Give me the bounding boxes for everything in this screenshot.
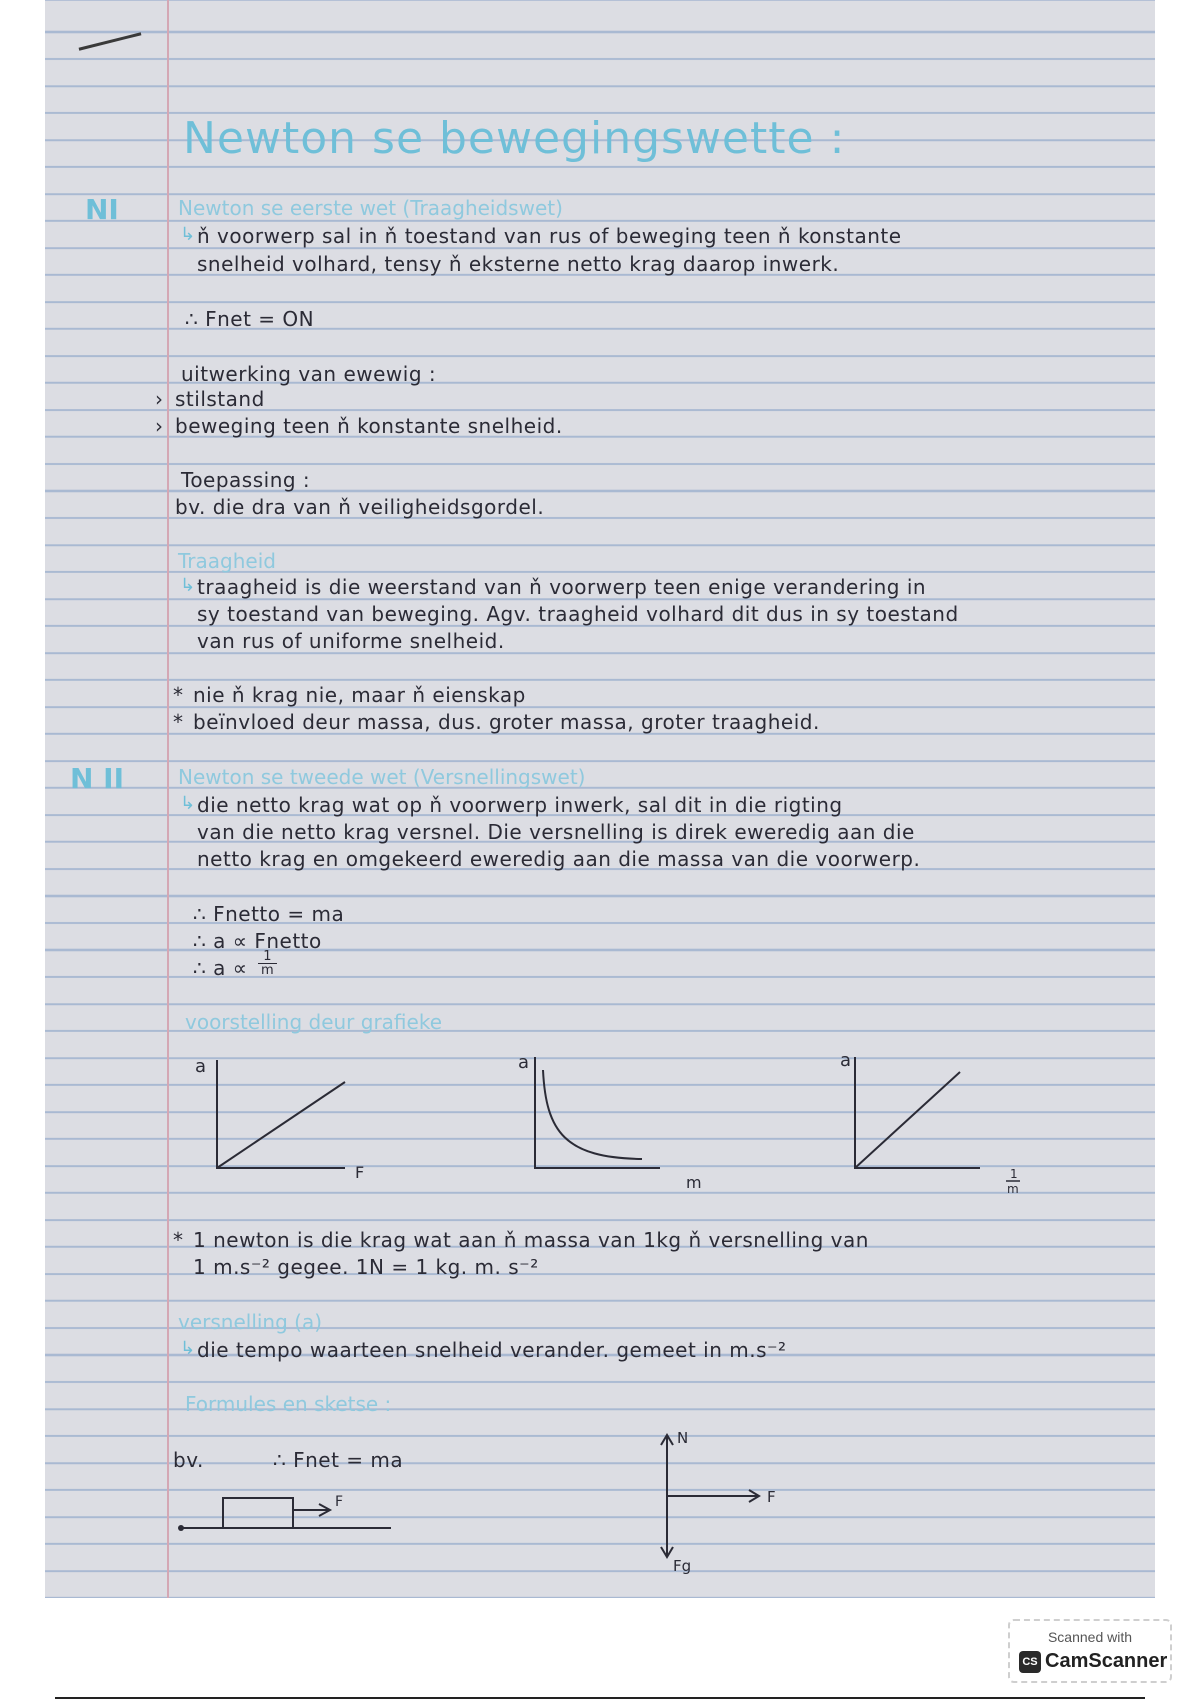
traagheid-line2: sy toestand van beweging. Agv. traagheid volhard dit dus in sy toestand <box>197 602 959 626</box>
fraction-denominator: m <box>258 963 277 977</box>
newton-definition-line1: 1 newton is die krag wat aan ň massa van 1kg ň versnelling van <box>193 1228 869 1252</box>
watermark-brand: CamScanner <box>1045 1650 1168 1672</box>
section-label-n2: N II <box>70 762 125 795</box>
traagheid-bullet: beïnvloed deur massa, dus. groter massa, groter traagheid. <box>193 710 820 734</box>
graph-a-vs-f <box>185 1052 385 1182</box>
graph-x-label: F <box>355 1163 365 1182</box>
arrow-icon: ↳ <box>180 224 196 245</box>
gravity-force-label: Fg <box>673 1557 692 1575</box>
chevron-right-icon: › <box>155 414 164 438</box>
toepassing-text: bv. die dra van ň veiligheidsgordel. <box>175 495 545 519</box>
traagheid-line1: traagheid is die weerstand van ň voorwerp teen enige verandering in <box>197 575 927 599</box>
camscanner-watermark <box>1008 1619 1172 1683</box>
notebook-page <box>45 0 1155 1598</box>
graph-line <box>217 1082 345 1168</box>
example-formula: ∴ Fnet = ma <box>273 1448 404 1472</box>
graph-axes <box>217 1060 345 1168</box>
fraction-one-over-m <box>258 950 277 977</box>
traagheid-bullet: nie ň krag nie, maar ň eienskap <box>193 683 526 707</box>
normal-force-label: N <box>677 1429 689 1447</box>
n1-definition-line1: ň voorwerp sal in ň toestand van rus of beweging teen ň konstante <box>197 224 902 248</box>
graph-line <box>855 1072 960 1168</box>
graphs-heading: voorstelling deur grafieke <box>185 1010 443 1034</box>
traagheid-heading: Traagheid <box>178 549 276 573</box>
fraction-numerator: 1 <box>263 949 272 964</box>
graph-axes <box>535 1057 660 1168</box>
formules-heading: Formules en sketse : <box>185 1392 392 1416</box>
n2-heading: Newton se tweede wet (Versnellingswet) <box>178 765 586 789</box>
bullet-star-icon: * <box>173 1228 184 1252</box>
graph-a-vs-inverse-m <box>830 1050 1080 1196</box>
bullet-star-icon: * <box>173 710 184 734</box>
free-body-diagram <box>645 1425 825 1575</box>
n1-heading: Newton se eerste wet (Traagheidswet) <box>178 196 563 220</box>
box-force-sketch <box>173 1478 403 1548</box>
n2-formula: ∴ a ∝ <box>193 956 248 980</box>
margin-line <box>167 0 169 1598</box>
n1-formula: ∴ Fnet = ON <box>185 307 315 331</box>
graph-y-label: a <box>840 1050 852 1071</box>
n2-formula: ∴ Fnetto = ma <box>193 902 345 926</box>
versnelling-text: die tempo waarteen snelheid verander. gemeet in m.s⁻² <box>197 1338 787 1362</box>
graph-y-label: a <box>195 1056 207 1077</box>
graph-y-label: a <box>518 1052 530 1073</box>
toepassing-heading: Toepassing : <box>181 468 311 492</box>
arrow-icon: ↳ <box>180 1338 196 1359</box>
uitwerking-item: beweging teen ň konstante snelheid. <box>175 414 563 438</box>
watermark-caption: Scanned with <box>1047 1629 1133 1645</box>
versnelling-heading: versnelling (a) <box>178 1310 323 1334</box>
graph-curve <box>543 1070 642 1159</box>
applied-force-label: F <box>767 1488 776 1506</box>
arrow-icon: ↳ <box>180 575 196 596</box>
chevron-right-icon: › <box>155 387 164 411</box>
n1-definition-line2: snelheid volhard, tensy ň eksterne netto krag daarop inwerk. <box>197 252 840 276</box>
section-label-n1: NI <box>85 193 119 226</box>
graph-x-label: m <box>686 1173 702 1192</box>
bottom-rule <box>55 1697 1145 1699</box>
camscanner-logo-icon: CS <box>1019 1651 1041 1673</box>
arrow-icon: ↳ <box>180 793 196 814</box>
n2-definition-line1: die netto krag wat op ň voorwerp inwerk, sal dit in die rigting <box>197 793 843 817</box>
newton-definition-line2: 1 m.s⁻² gegee. 1N = 1 kg. m. s⁻² <box>193 1255 539 1279</box>
box <box>223 1498 293 1528</box>
force-label: F <box>335 1494 344 1510</box>
graph-x-label-numerator: 1 <box>1010 1167 1018 1181</box>
n2-formula: ∴ a ∝ Fnetto <box>193 929 322 953</box>
uitwerking-item: stilstand <box>175 387 265 411</box>
bullet-star-icon: * <box>173 683 184 707</box>
n2-definition-line2: van die netto krag versnel. Die versnelling is direk eweredig aan die <box>197 820 915 844</box>
ground-end-dot <box>178 1525 184 1531</box>
uitwerking-heading: uitwerking van ewewig : <box>181 362 437 386</box>
traagheid-line3: van rus of uniforme snelheid. <box>197 629 505 653</box>
pen-stroke <box>79 32 142 50</box>
example-prefix: bv. <box>173 1448 204 1472</box>
page-title: Newton se bewegingswette : <box>183 113 846 164</box>
graph-x-label-denominator: m <box>1007 1182 1019 1196</box>
n2-definition-line3: netto krag en omgekeerd eweredig aan die massa van die voorwerp. <box>197 847 921 871</box>
graph-a-vs-m <box>510 1052 710 1192</box>
